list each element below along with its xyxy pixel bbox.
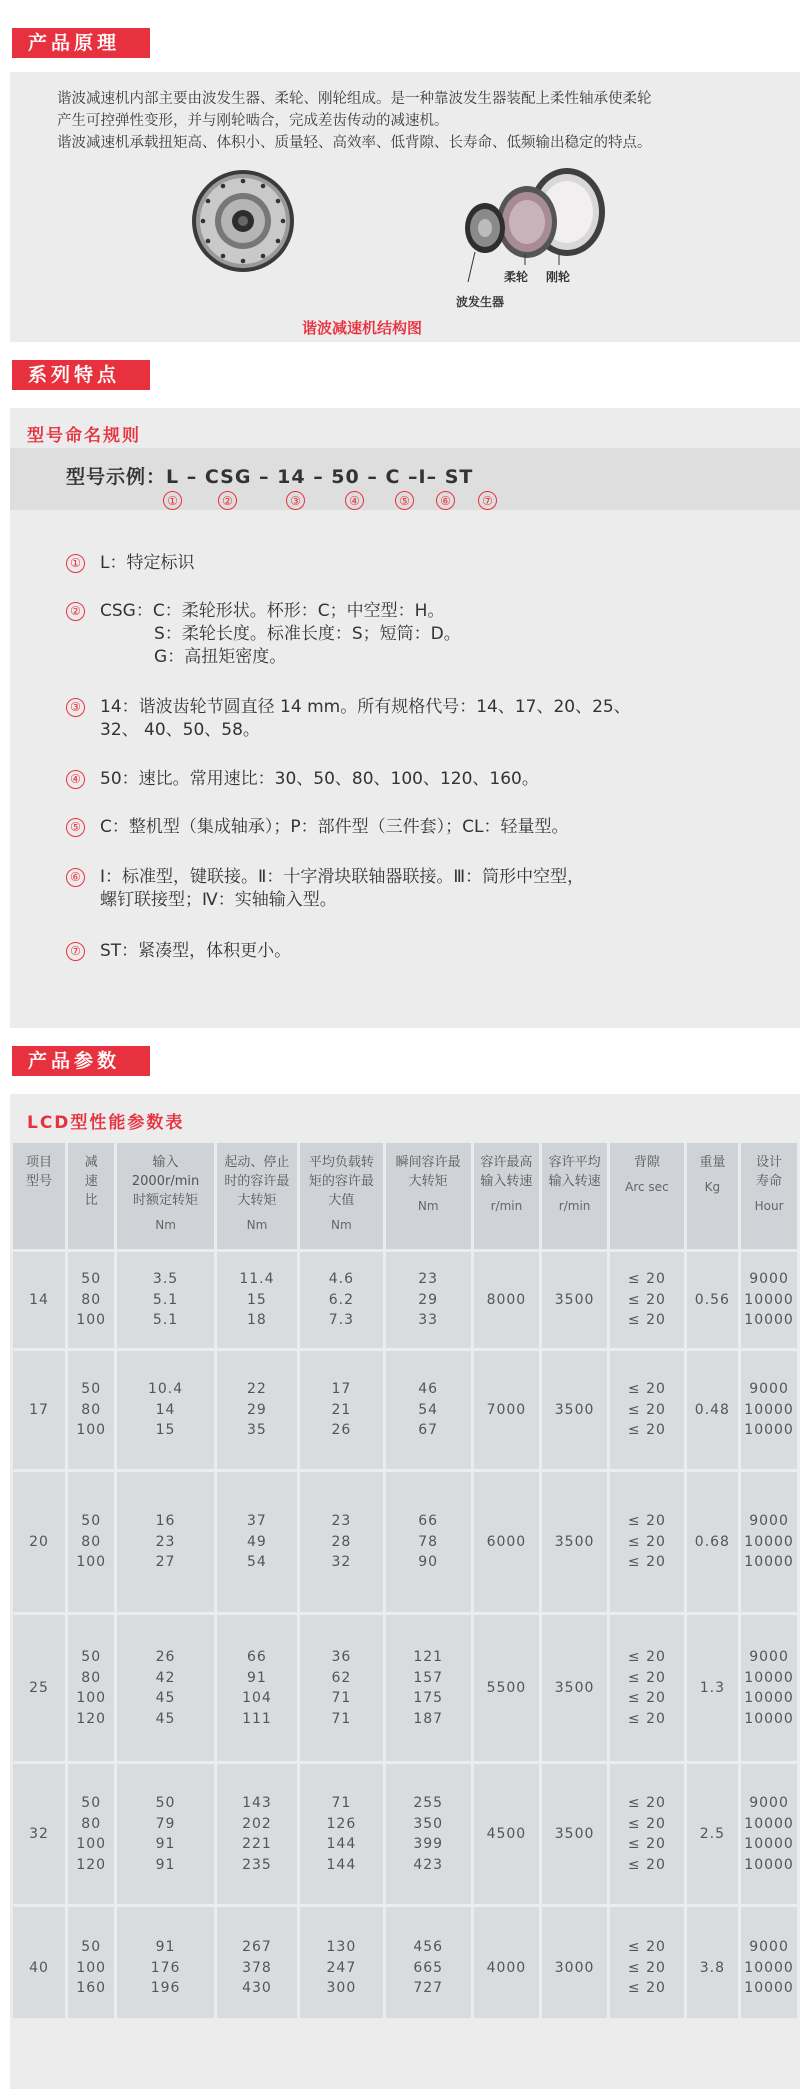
table-cell-rated: 26 42 45 45 — [117, 1615, 213, 1761]
table-cell-life: 9000 10000 10000 — [741, 1472, 797, 1612]
rule-number: ⑦ — [66, 942, 85, 961]
rule-text: ST：紧凑型，体积更小。 — [100, 941, 292, 961]
table-header-cell — [13, 1143, 65, 1249]
table-header-cell — [300, 1143, 382, 1249]
table-header-row — [13, 1143, 797, 1249]
naming-rule-item — [66, 768, 539, 791]
naming-rule-item — [66, 866, 584, 912]
header-unit: Nm — [331, 1218, 352, 1232]
header-unit: Nm — [155, 1218, 176, 1232]
table-cell-avgspeed: 3500 — [542, 1615, 607, 1761]
rule-number: ③ — [66, 698, 85, 717]
table-cell-avg: 17 21 26 — [300, 1351, 382, 1469]
table-cell-backlash: ≤ 20 ≤ 20 ≤ 20 — [610, 1351, 683, 1469]
table-cell-startstop: 143 202 221 235 — [217, 1764, 298, 1904]
table-header-cell — [687, 1143, 738, 1249]
table-cell-avgspeed: 3000 — [542, 1907, 607, 2029]
intro-line-3: 谐波减速机承载扭矩高、体积小、质量轻、高效率、低背隙、长寿命、低频输出稳定的特点。 — [57, 135, 652, 151]
table-row — [13, 1252, 797, 1348]
section-header-principle: 产品原理 — [12, 28, 150, 58]
section-header-params: 产品参数 — [12, 1046, 150, 1076]
table-cell-model: 20 — [13, 1472, 65, 1612]
table-cell-life: 9000 10000 10000 10000 — [741, 1764, 797, 1904]
rule-text: Ⅰ：标准型，键联接。Ⅱ：十字滑块联轴器联接。Ⅲ：筒形中空型， 螺钉联接型；Ⅳ：实轴输入型。 — [100, 867, 585, 910]
table-title: LCD型性能参数表 — [27, 1113, 185, 1133]
structure-caption: 谐波减速机结构图 — [302, 319, 423, 337]
table-cell-maxspeed: 8000 — [474, 1252, 539, 1348]
table-header-cell — [741, 1143, 797, 1249]
header-unit: Hour — [754, 1199, 784, 1213]
header-label: 减 速 比 — [84, 1155, 98, 1208]
header-label: 瞬间容许最 大转矩 — [395, 1155, 461, 1189]
naming-rule-item — [66, 552, 194, 575]
rule-number: ⑤ — [66, 818, 85, 837]
table-cell-avgspeed: 3500 — [542, 1764, 607, 1904]
rule-text: CSG：C：柔轮形状。杯形：C；中空型：H。 S：柔轮长度。标准长度：S；短筒：D。 G：高扭矩密度。 — [100, 601, 461, 667]
table-cell-instant: 46 54 67 — [386, 1351, 471, 1469]
table-cell-backlash: ≤ 20 ≤ 20 ≤ 20 — [610, 1907, 683, 2029]
example-number-4: ④ — [345, 491, 364, 510]
table-cell-rated: 10.4 14 15 — [117, 1351, 213, 1469]
table-cell-maxspeed: 4000 — [474, 1907, 539, 2029]
table-row — [13, 1764, 797, 1904]
table-cell-instant: 23 29 33 — [386, 1252, 471, 1348]
table-cell-backlash: ≤ 20 ≤ 20 ≤ 20 — [610, 1252, 683, 1348]
table-cell-rated: 50 79 91 91 — [117, 1764, 213, 1904]
table-cell-startstop: 22 29 35 — [217, 1351, 298, 1469]
rule-number: ⑥ — [66, 868, 85, 887]
header-unit: Nm — [246, 1218, 268, 1232]
table-cell-backlash: ≤ 20 ≤ 20 ≤ 20 — [610, 1472, 683, 1612]
table-cell-instant: 66 78 90 — [386, 1472, 471, 1612]
bottom-panel — [10, 2018, 800, 2089]
table-cell-rated: 16 23 27 — [117, 1472, 213, 1612]
table-cell-ratio: 50 80 100 120 — [68, 1615, 114, 1761]
table-cell-avg: 130 247 300 — [300, 1907, 382, 2029]
table-cell-avg: 36 62 71 71 — [300, 1615, 382, 1761]
table-cell-avg: 23 28 32 — [300, 1472, 382, 1612]
table-header-cell — [474, 1143, 539, 1249]
table-cell-weight: 0.48 — [687, 1351, 738, 1469]
header-label: 容许平均 输入转速 — [548, 1155, 601, 1189]
table-cell-avgspeed: 3500 — [542, 1252, 607, 1348]
example-number-7: ⑦ — [478, 491, 497, 510]
intro-line-1: 谐波减速机内部主要由波发生器、柔轮、刚轮组成。是一种靠波发生器装配上柔性轴承使柔轮 — [57, 91, 652, 107]
table-cell-life: 9000 10000 10000 — [741, 1252, 797, 1348]
header-label: 输入 2000r/min 时额定转矩 — [131, 1155, 200, 1208]
table-row — [13, 1472, 797, 1612]
naming-rule-title: 型号命名规则 — [27, 426, 141, 446]
label-flexspline: 柔轮 — [504, 270, 529, 284]
table-header-cell — [117, 1143, 213, 1249]
table-cell-maxspeed: 6000 — [474, 1472, 539, 1612]
table-cell-rated: 3.5 5.1 5.1 — [117, 1252, 213, 1348]
reducer-exploded-image — [455, 162, 605, 282]
example-number-2: ② — [218, 491, 237, 510]
table-cell-backlash: ≤ 20 ≤ 20 ≤ 20 ≤ 20 — [610, 1615, 683, 1761]
table-cell-life: 9000 10000 10000 10000 — [741, 1615, 797, 1761]
rule-number: ④ — [66, 770, 85, 789]
header-unit: Nm — [417, 1199, 439, 1213]
table-header-cell — [217, 1143, 298, 1249]
table-row — [13, 1615, 797, 1761]
naming-rule-item — [66, 940, 291, 963]
rule-text: L：特定标识 — [100, 553, 195, 573]
table-cell-ratio: 50 100 160 — [68, 1907, 114, 2029]
table-cell-startstop: 267 378 430 — [217, 1907, 298, 2029]
table-cell-weight: 0.56 — [687, 1252, 738, 1348]
table-cell-model: 25 — [13, 1615, 65, 1761]
table-cell-ratio: 50 80 100 — [68, 1472, 114, 1612]
label-circular-spline: 刚轮 — [546, 270, 571, 284]
section-header-features: 系列特点 — [12, 360, 150, 390]
intro-text — [57, 88, 777, 154]
reducer-assembled-image — [190, 168, 296, 274]
table-cell-maxspeed: 7000 — [474, 1351, 539, 1469]
table-cell-avgspeed: 3500 — [542, 1351, 607, 1469]
table-cell-model: 40 — [13, 1907, 65, 2029]
table-row — [13, 1907, 797, 2029]
header-label: 平均负载转 矩的容许最 大值 — [308, 1155, 374, 1208]
table-cell-startstop: 37 49 54 — [217, 1472, 298, 1612]
header-label: 项目 型号 — [25, 1155, 52, 1189]
header-unit: Kg — [704, 1180, 721, 1194]
rule-number: ② — [66, 602, 85, 621]
example-number-5: ⑤ — [395, 491, 414, 510]
example-number-6: ⑥ — [436, 491, 455, 510]
table-cell-ratio: 50 80 100 — [68, 1252, 114, 1348]
table-cell-ratio: 50 80 100 — [68, 1351, 114, 1469]
table-cell-weight: 2.5 — [687, 1764, 738, 1904]
header-label: 背隙 — [633, 1155, 660, 1170]
header-unit: r/min — [490, 1199, 523, 1213]
header-unit: r/min — [558, 1199, 591, 1213]
table-header-cell — [68, 1143, 114, 1249]
table-cell-startstop: 11.4 15 18 — [217, 1252, 298, 1348]
table-row — [13, 1351, 797, 1469]
table-cell-weight: 0.68 — [687, 1472, 738, 1612]
table-cell-ratio: 50 80 100 120 — [68, 1764, 114, 1904]
table-cell-model: 17 — [13, 1351, 65, 1469]
model-example: 型号示例：L – CSG – 14 – 50 – C –Ⅰ– ST — [66, 466, 474, 488]
rule-text: C：整机型（集成轴承）；P：部件型（三件套）；CL：轻量型。 — [100, 817, 569, 837]
table-cell-model: 32 — [13, 1764, 65, 1904]
rule-number: ① — [66, 554, 85, 573]
table-cell-backlash: ≤ 20 ≤ 20 ≤ 20 ≤ 20 — [610, 1764, 683, 1904]
example-number-1: ① — [163, 491, 182, 510]
table-header-cell — [610, 1143, 683, 1249]
example-number-3: ③ — [286, 491, 305, 510]
params-table — [10, 1140, 800, 2032]
naming-rule-item — [66, 696, 631, 742]
table-cell-maxspeed: 5500 — [474, 1615, 539, 1761]
label-wave-generator: 波发生器 — [456, 295, 505, 309]
table-cell-weight: 3.8 — [687, 1907, 738, 2029]
table-cell-life: 9000 10000 10000 — [741, 1907, 797, 2029]
rule-text: 14：谐波齿轮节圆直径 14 mm。所有规格代号：14、17、20、25、 32、 40、50、58。 — [100, 697, 631, 740]
table-header-cell — [542, 1143, 607, 1249]
table-cell-instant: 121 157 175 187 — [386, 1615, 471, 1761]
header-label: 起动、停止 时的容许最 大转矩 — [224, 1155, 290, 1208]
table-cell-avg: 4.6 6.2 7.3 — [300, 1252, 382, 1348]
rule-text: 50：速比。常用速比：30、50、80、100、120、160。 — [100, 769, 539, 789]
table-cell-maxspeed: 4500 — [474, 1764, 539, 1904]
table-cell-weight: 1.3 — [687, 1615, 738, 1761]
table-cell-instant: 456 665 727 — [386, 1907, 471, 2029]
table-cell-rated: 91 176 196 — [117, 1907, 213, 2029]
table-cell-startstop: 66 91 104 111 — [217, 1615, 298, 1761]
table-header-cell — [386, 1143, 471, 1249]
table-cell-model: 14 — [13, 1252, 65, 1348]
table-cell-avg: 71 126 144 144 — [300, 1764, 382, 1904]
table-cell-avgspeed: 3500 — [542, 1472, 607, 1612]
header-unit: Arc sec — [625, 1180, 669, 1194]
naming-rule-item — [66, 600, 461, 669]
intro-line-2: 产生可控弹性变形，并与刚轮啮合，完成差齿传动的减速机。 — [57, 113, 449, 129]
header-label: 设计 寿命 — [756, 1155, 783, 1189]
header-label: 容许最高 输入转速 — [480, 1155, 533, 1189]
naming-rule-item — [66, 816, 568, 839]
header-label: 重量 — [699, 1155, 726, 1170]
table-cell-instant: 255 350 399 423 — [386, 1764, 471, 1904]
table-cell-life: 9000 10000 10000 — [741, 1351, 797, 1469]
